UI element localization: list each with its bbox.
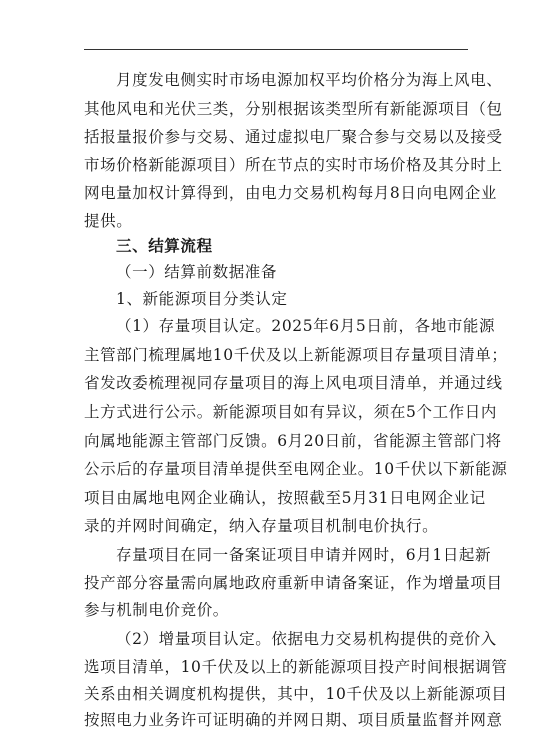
para-2-line-5: 向属地能源主管部门反馈。6月20日前，省能源主管部门将 — [84, 432, 502, 450]
para-3-line-1: 存量项目在同一备案证项目申请并网时，6月1日起新 — [116, 546, 492, 564]
para-2-line-8: 录的并网时间确定，纳入存量项目机制电价执行。 — [84, 517, 439, 535]
para-4-line-3: 关系由相关调度机构提供，其中，10千伏及以上新能源项目 — [84, 685, 508, 703]
para-4-line-2: 选项目清单，10千伏及以上的新能源项目投产时间根据调管 — [84, 658, 508, 676]
item-heading: 1、新能源项目分类认定 — [116, 290, 288, 308]
para-2-line-2: 主管部门梳理属地10千伏及以上新能源项目存量项目清单； — [84, 346, 508, 364]
para-4-line-4: 按照电力业务许可证明确的并网日期、项目质量监督并网意 — [84, 711, 503, 729]
para-1-line-2: 其他风电和光伏三类，分别根据该类型所有新能源项目（包 — [84, 100, 503, 118]
para-2-line-1: （1）存量项目认定。2025年6月5日前，各地市能源 — [116, 317, 496, 335]
para-2-line-3: 省发改委梳理视同存量项目的海上风电项目清单，并通过线 — [84, 374, 503, 392]
para-1-line-5: 网电量加权计算得到，由电力交易机构每月8日向电网企业 — [84, 184, 497, 202]
para-1-line-4: 市场价格新能源项目）所在节点的实时市场价格及其分时上 — [84, 156, 503, 174]
para-2-line-4: 上方式进行公示。新能源项目如有异议，须在5个工作日内 — [84, 403, 497, 421]
para-2-line-7: 项目由属地电网企业确认，按照截至5月31日电网企业记 — [84, 489, 486, 507]
section-heading: 三、结算流程 — [116, 236, 213, 255]
para-1-line-6: 提供。 — [84, 212, 133, 230]
para-1-line-1: 月度发电侧实时市场电源加权平均价格分为海上风电、 — [116, 71, 503, 89]
para-4-line-1: （2）增量项目认定。依据电力交易机构提供的竞价入 — [116, 630, 497, 648]
subsection-heading: （一）结算前数据准备 — [116, 263, 278, 281]
header-rule — [84, 49, 468, 50]
para-3-line-2: 投产部分容量需向属地政府重新申请备案证，作为增量项目 — [84, 574, 503, 592]
para-3-line-3: 参与机制电价竞价。 — [84, 601, 229, 619]
para-2-line-6: 公示后的存量项目清单提供至电网企业。10千伏以下新能源 — [84, 460, 508, 478]
para-1-line-3: 括报量报价参与交易、通过虚拟电厂聚合参与交易以及接受 — [84, 128, 503, 146]
